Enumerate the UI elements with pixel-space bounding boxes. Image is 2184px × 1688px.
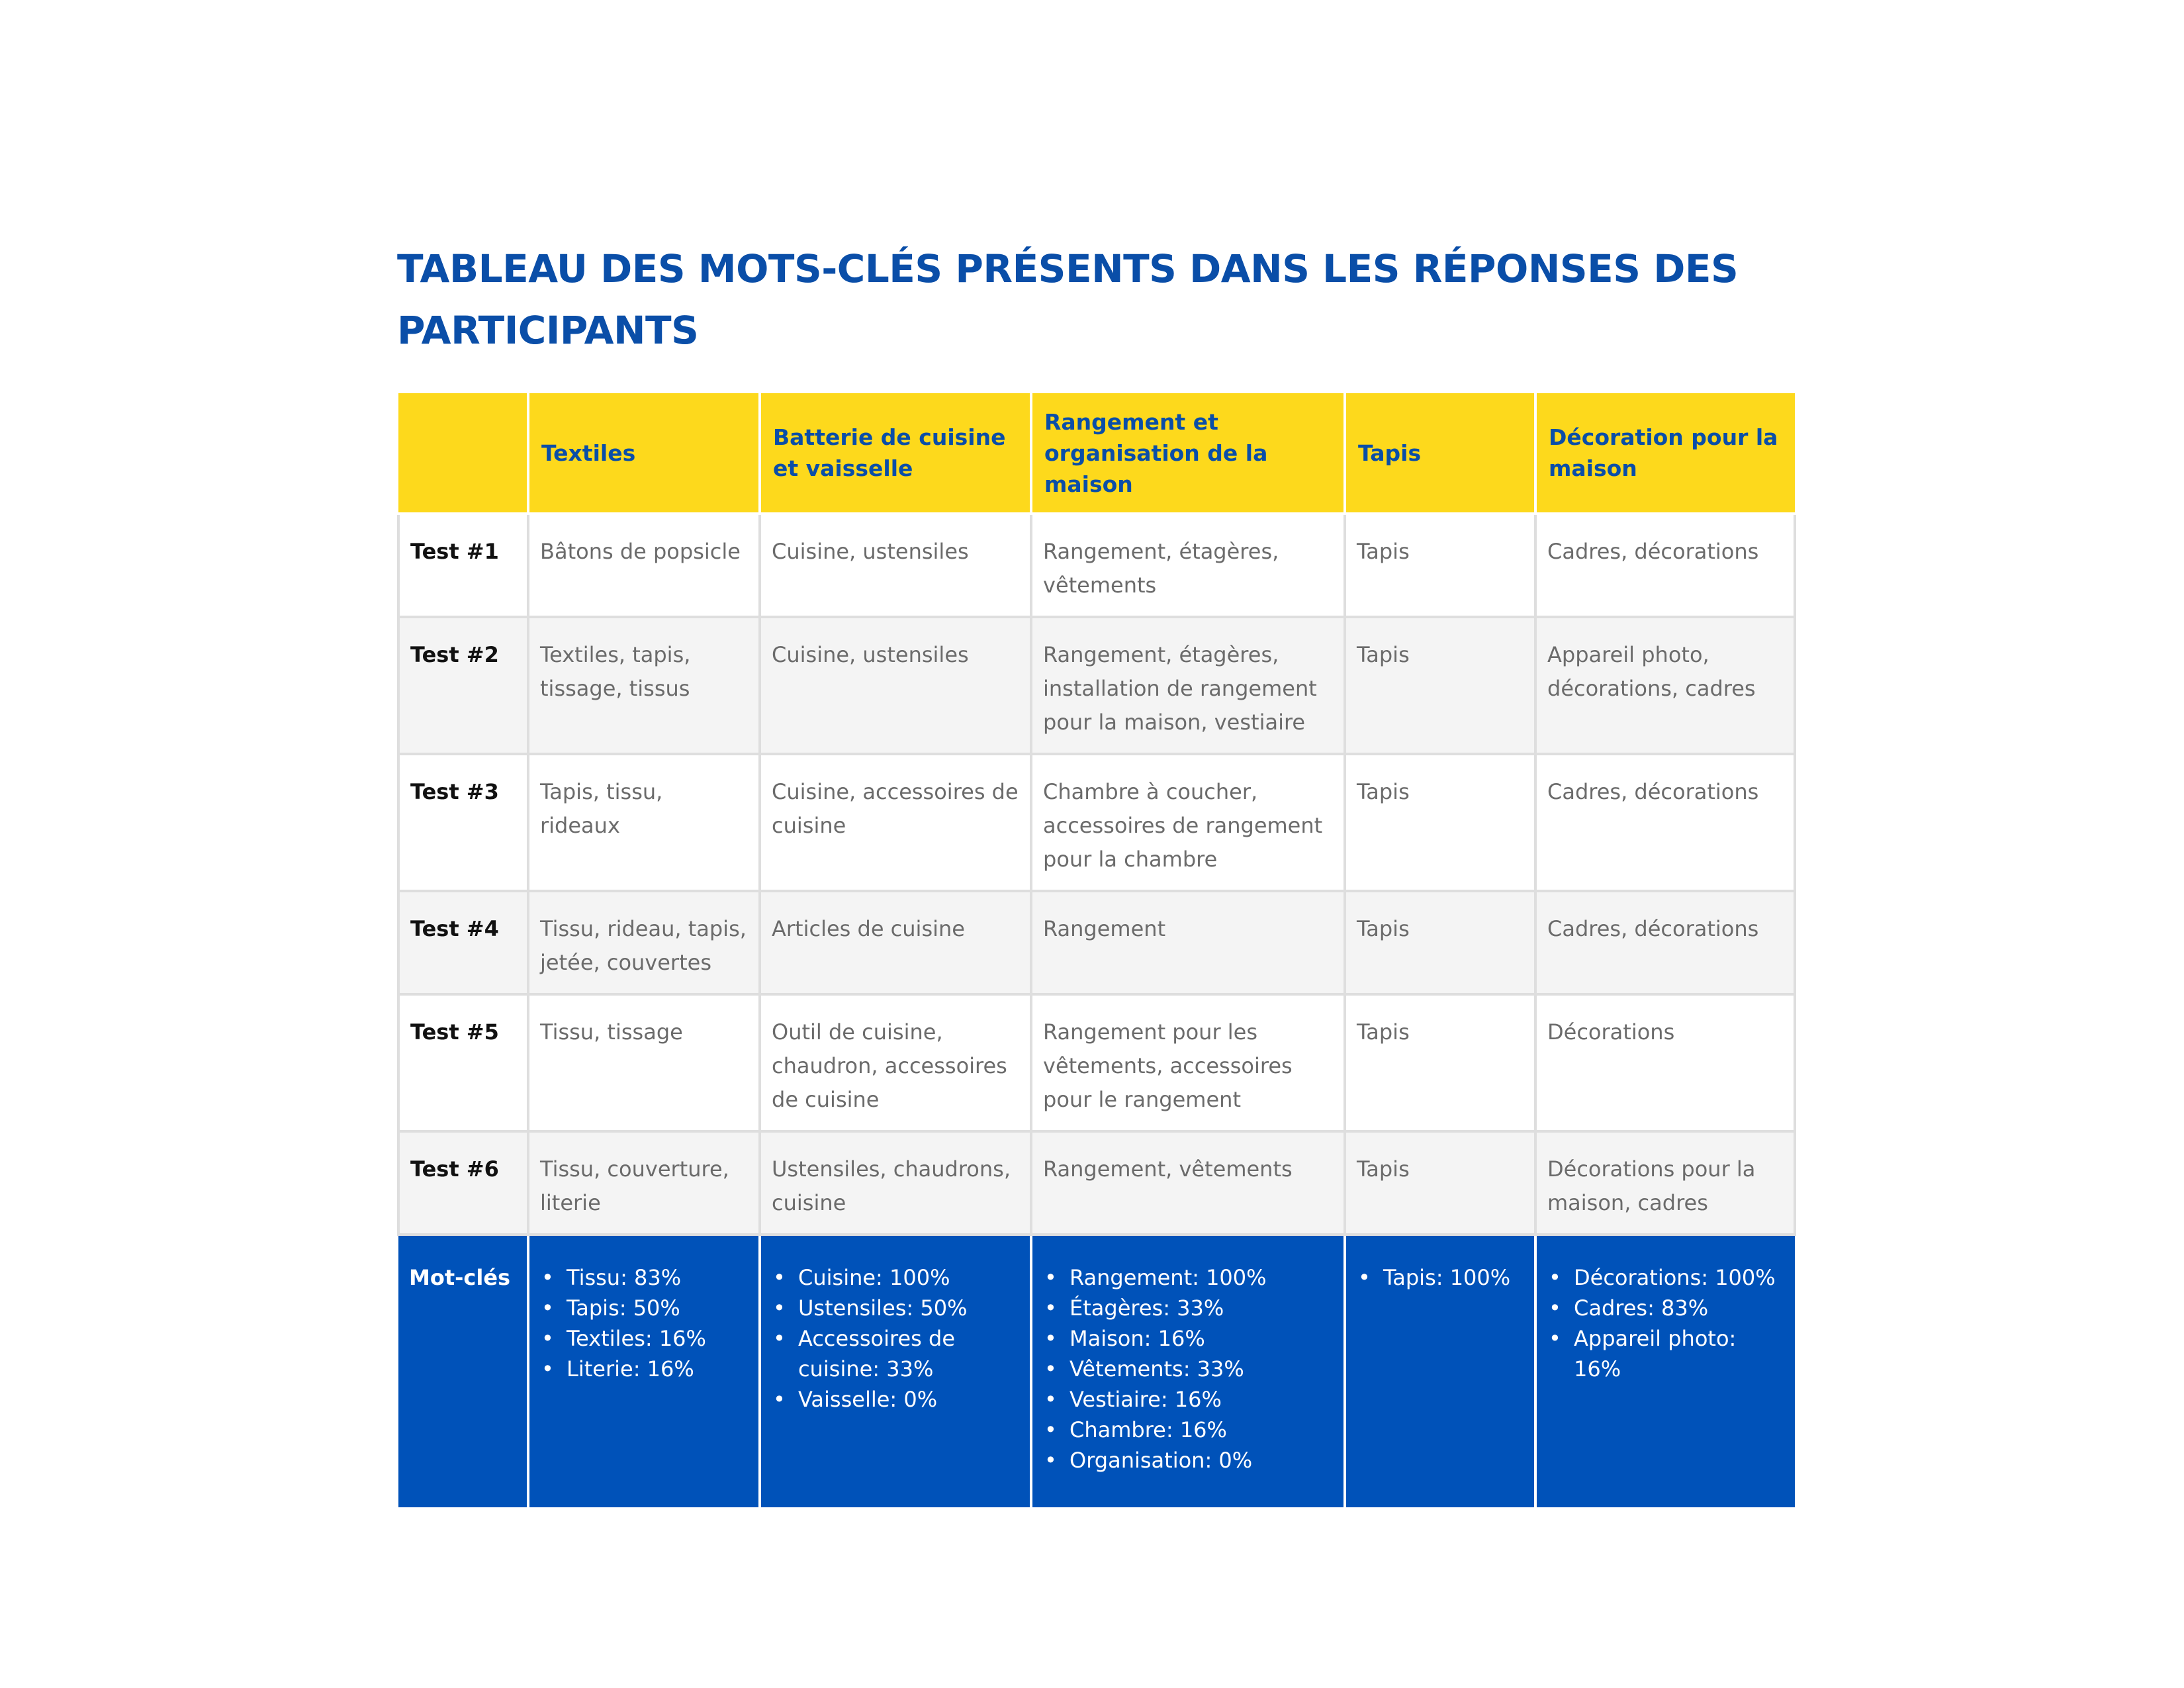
keyword-item: • Appareil photo: 16% bbox=[1574, 1323, 1786, 1384]
table-cell: Bâtons de popsicle bbox=[528, 514, 760, 617]
keyword-item: • Cuisine: 100% bbox=[798, 1262, 1021, 1293]
keyword-item: • Tapis: 100% bbox=[1383, 1262, 1525, 1293]
row-label: Test #4 bbox=[398, 891, 528, 994]
keyword-item: • Vêtements: 33% bbox=[1069, 1354, 1334, 1384]
header-row bbox=[398, 393, 1795, 514]
keyword-list bbox=[1547, 1262, 1786, 1384]
summary-cell-rugs bbox=[1345, 1235, 1535, 1507]
document-page bbox=[397, 238, 1794, 1507]
table-cell: Tapis bbox=[1345, 1131, 1535, 1235]
header-cell-storage: Rangement et organisation de la maison bbox=[1031, 393, 1345, 514]
table-cell: Articles de cuisine bbox=[760, 891, 1031, 994]
table-cell: Tapis bbox=[1345, 994, 1535, 1131]
keyword-item: • Vestiaire: 16% bbox=[1069, 1384, 1334, 1415]
table-cell: Tissu, rideau, tapis, jetée, couvertes bbox=[528, 891, 760, 994]
header-cell-textiles: Textiles bbox=[528, 393, 760, 514]
row-label: Test #2 bbox=[398, 617, 528, 754]
table-cell: Ustensiles, chaudrons, cuisine bbox=[760, 1131, 1031, 1235]
table-cell: Rangement, étagères, vêtements bbox=[1031, 514, 1345, 617]
summary-cell-textiles bbox=[528, 1235, 760, 1507]
keyword-item: • Décorations: 100% bbox=[1574, 1262, 1786, 1293]
summary-row bbox=[398, 1235, 1795, 1507]
row-label: Test #5 bbox=[398, 994, 528, 1131]
keyword-item: • Étagères: 33% bbox=[1069, 1293, 1334, 1323]
summary-cell-decoration bbox=[1535, 1235, 1795, 1507]
keyword-item: • Ustensiles: 50% bbox=[798, 1293, 1021, 1323]
table-cell: Tapis bbox=[1345, 617, 1535, 754]
table-cell: Rangement bbox=[1031, 891, 1345, 994]
table-row bbox=[398, 994, 1795, 1131]
keywords-table bbox=[397, 393, 1796, 1507]
table-cell: Cuisine, accessoires de cuisine bbox=[760, 754, 1031, 891]
table-cell: Tapis bbox=[1345, 891, 1535, 994]
keyword-list bbox=[1043, 1262, 1334, 1476]
summary-cell-cookware bbox=[760, 1235, 1031, 1507]
keyword-item: • Cadres: 83% bbox=[1574, 1293, 1786, 1323]
table-row bbox=[398, 754, 1795, 891]
table-cell: Rangement, vêtements bbox=[1031, 1131, 1345, 1235]
table-cell: Cuisine, ustensiles bbox=[760, 514, 1031, 617]
keyword-list bbox=[772, 1262, 1021, 1415]
keyword-item: • Maison: 16% bbox=[1069, 1323, 1334, 1354]
table-cell: Tissu, couverture, literie bbox=[528, 1131, 760, 1235]
table-cell: Tapis bbox=[1345, 514, 1535, 617]
table-cell: Rangement pour les vêtements, accessoires pour le rangement bbox=[1031, 994, 1345, 1131]
header-cell-decoration: Décoration pour la maison bbox=[1535, 393, 1795, 514]
table-cell: Appareil photo, décorations, cadres bbox=[1535, 617, 1795, 754]
keyword-item: • Literie: 16% bbox=[567, 1354, 749, 1384]
keyword-item: • Chambre: 16% bbox=[1069, 1415, 1334, 1445]
keyword-item: • Organisation: 0% bbox=[1069, 1445, 1334, 1476]
table-cell: Textiles, tapis, tissage, tissus bbox=[528, 617, 760, 754]
header-cell-cookware: Batterie de cuisine et vaisselle bbox=[760, 393, 1031, 514]
table-row bbox=[398, 891, 1795, 994]
table-cell: Rangement, étagères, installation de rangement pour la maison, vestiaire bbox=[1031, 617, 1345, 754]
keyword-item: • Vaisselle: 0% bbox=[798, 1384, 1021, 1415]
summary-label: Mot-clés bbox=[398, 1235, 528, 1507]
header-cell-rugs: Tapis bbox=[1345, 393, 1535, 514]
page-title: TABLEAU DES MOTS-CLÉS PRÉSENTS DANS LES RÉPONSES DES PARTICIPANTS bbox=[397, 246, 1739, 353]
keyword-item: • Tissu: 83% bbox=[567, 1262, 749, 1293]
table-cell: Cuisine, ustensiles bbox=[760, 617, 1031, 754]
row-label: Test #3 bbox=[398, 754, 528, 891]
keyword-list bbox=[1357, 1262, 1525, 1293]
row-label: Test #6 bbox=[398, 1131, 528, 1235]
table-cell: Tissu, tissage bbox=[528, 994, 760, 1131]
table-cell: Décorations bbox=[1535, 994, 1795, 1131]
keyword-item: • Textiles: 16% bbox=[567, 1323, 749, 1354]
row-label: Test #1 bbox=[398, 514, 528, 617]
keyword-item: • Rangement: 100% bbox=[1069, 1262, 1334, 1293]
keyword-item: • Tapis: 50% bbox=[567, 1293, 749, 1323]
table-row bbox=[398, 1131, 1795, 1235]
keyword-list bbox=[540, 1262, 749, 1384]
header-cell-empty bbox=[398, 393, 528, 514]
table-cell: Décorations pour la maison, cadres bbox=[1535, 1131, 1795, 1235]
summary-cell-storage bbox=[1031, 1235, 1345, 1507]
table-cell: Cadres, décorations bbox=[1535, 754, 1795, 891]
table-cell: Tapis, tissu, rideaux bbox=[528, 754, 760, 891]
keyword-item: • Accessoires de cuisine: 33% bbox=[798, 1323, 1021, 1384]
table-cell: Cadres, décorations bbox=[1535, 891, 1795, 994]
table-cell: Cadres, décorations bbox=[1535, 514, 1795, 617]
table-row bbox=[398, 514, 1795, 617]
table-cell: Outil de cuisine, chaudron, accessoires de cuisine bbox=[760, 994, 1031, 1131]
table-cell: Chambre à coucher, accessoires de rangement pour la chambre bbox=[1031, 754, 1345, 891]
table-row bbox=[398, 617, 1795, 754]
table-cell: Tapis bbox=[1345, 754, 1535, 891]
